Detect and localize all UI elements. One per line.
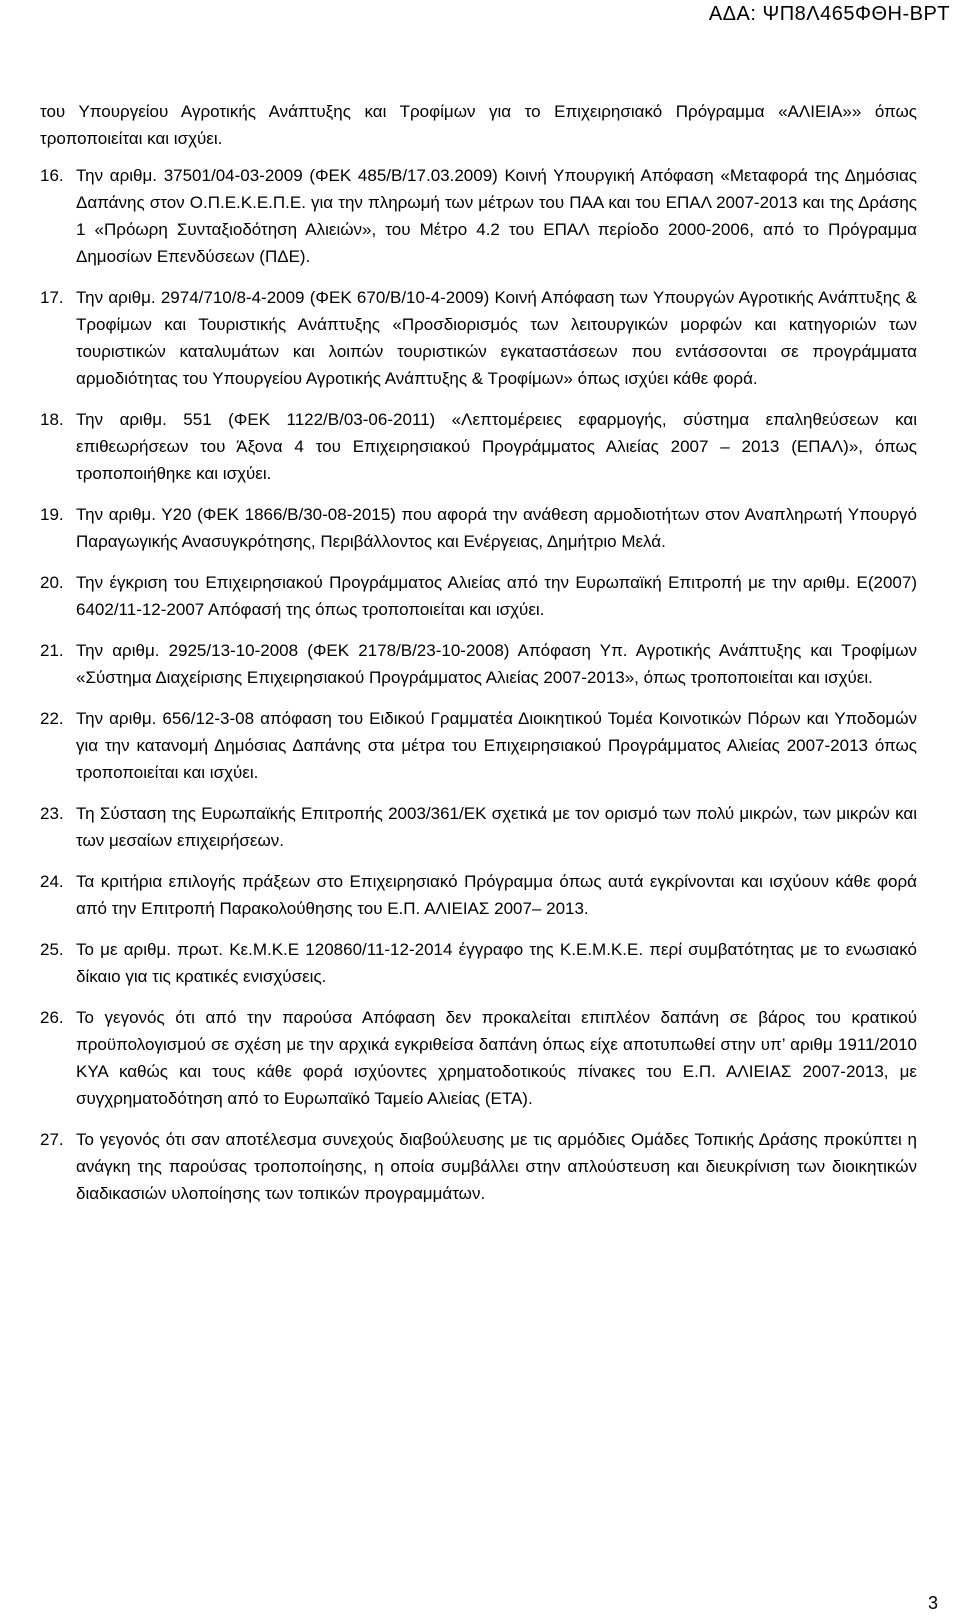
item-number: 17. [40,288,64,307]
list-item [40,936,917,990]
item-text: Το με αριθμ. πρωτ. Κε.Μ.Κ.Ε 120860/11-12-2014 έγγραφο της Κ.Ε.Μ.Κ.Ε. περί συμβατότητας με το ενωσιακό δίκαιο για τις κρατικές ενισχύσεις. [76,940,917,986]
item-number: 25. [40,940,64,959]
item-text: Τα κριτήρια επιλογής πράξεων στο Επιχειρησιακό Πρόγραμμα όπως αυτά εγκρίνονται και ισχύουν κάθε φορά από την Επιτροπή Παρακολούθησης του Ε.Π. ΑΛΙΕΙΑΣ 2007– 2013. [76,872,917,918]
item-number: 19. [40,505,64,524]
item-text: Τη Σύσταση της Ευρωπαϊκής Επιτροπής 2003/361/ΕΚ σχετικά με τον ορισμό των πολύ μικρών, των μικρών και των μεσαίων επιχειρήσεων. [76,804,917,850]
list-item [40,1126,917,1207]
list-item [40,406,917,487]
item-text: Το γεγονός ότι σαν αποτέλεσμα συνεχούς διαβούλευσης με τις αρμόδιες Ομάδες Τοπικής Δράσης προκύπτει η ανάγκη της παρούσας τροποποίησης, η οποία συμβάλλει στην απλούστευση και διευκρίνιση των διοικητικών διαδικασιών υλοποίησης των τοπικών προγραμμάτων. [76,1130,917,1203]
document-body [40,98,917,1207]
item-number: 23. [40,804,64,823]
list-item [40,705,917,786]
continuation-paragraph: του Υπουργείου Αγροτικής Ανάπτυξης και Τροφίμων για το Επιχειρησιακό Πρόγραμμα «ΑΛΙΕΙΑ»» όπως τροποποιείται και ισχύει. [40,102,917,148]
page-number: 3 [927,1593,938,1613]
list-item [40,284,917,392]
item-text: Το γεγονός ότι από την παρούσα Απόφαση δεν προκαλείται επιπλέον δαπάνη σε βάρος του κρατικού προϋπολογισμού σε σχέση με την αρχικά εγκριθείσα δαπάνη όπως είχε αποτυπωθεί στην υπ’ αριθμ 1911/2010 ΚΥΑ καθώς και τους κάθε φορά ισχύοντες χρηματοδοτικούς πίνακες του Ε.Π. ΑΛΙΕΙΑΣ 2007-2013, με συγχρηματοδότηση από το Ευρωπαϊκό Ταμείο Αλιείας (ΕΤΑ). [76,1008,917,1108]
list-item [40,868,917,922]
item-number: 21. [40,641,64,660]
item-number: 22. [40,709,64,728]
list-item [40,501,917,555]
item-text: Την αριθμ. 2925/13-10-2008 (ΦΕΚ 2178/Β/23-10-2008) Απόφαση Υπ. Αγροτικής Ανάπτυξης και Τροφίμων «Σύστημα Διαχείρισης Επιχειρησιακού Προγράμματος Αλιείας 2007-2013», όπως τροποποιείται και ισχύει. [76,641,917,687]
list-item [40,637,917,691]
item-text: Την αριθμ. 37501/04-03-2009 (ΦΕΚ 485/Β/17.03.2009) Κοινή Υπουργική Απόφαση «Μεταφορά της Δημόσιας Δαπάνης στον Ο.Π.Ε.Κ.Ε.Π.Ε. για την πληρωμή των μέτρων του ΠΑΑ και του ΕΠΑΛ 2007-2013 και της Δράσης 1 «Πρόωρη Συνταξιοδότηση Αλιειών», του Μέτρο 4.2 του ΕΠΑΛ περίοδο 2000-2006, από το Πρόγραμμα Δημοσίων Επενδύσεων (ΠΔΕ). [76,166,917,266]
item-text: Την αριθμ. Υ20 (ΦΕΚ 1866/Β/30-08-2015) που αφορά την ανάθεση αρμοδιοτήτων στον Αναπληρωτή Υπουργό Παραγωγικής Ανασυγκρότησης, Περιβάλλοντος και Ενέργειας, Δημήτριο Μελά. [76,505,917,551]
item-number: 27. [40,1130,64,1149]
item-text: Την αριθμ. 551 (ΦΕΚ 1122/Β/03-06-2011) «Λεπτομέρειες εφαρμογής, σύστημα επαληθεύσεων και επιθεωρήσεων του Άξονα 4 του Επιχειρησιακού Προγράμματος Αλιείας 2007 – 2013 (ΕΠΑΛ)», όπως τροποποιήθηκε και ισχύει. [76,410,917,483]
item-number: 20. [40,573,64,592]
item-number: 18. [40,410,64,429]
item-number: 16. [40,166,64,185]
list-item [40,569,917,623]
item-number: 24. [40,872,64,891]
list-item [40,1004,917,1112]
item-text: Την αριθμ. 2974/710/8-4-2009 (ΦΕΚ 670/Β/10-4-2009) Κοινή Απόφαση των Υπουργών Αγροτικής Ανάπτυξης & Τροφίμων και Τουριστικής Ανάπτυξης «Προσδιορισμός των λειτουργικών μορφών και κατηγοριών των τουριστικών καταλυμάτων και λοιπών τουριστικών εγκαταστάσεων που εντάσσονται σε προγράμματα αρμοδιότητας του Υπουργείου Αγροτικής Ανάπτυξης & Τροφίμων» όπως ισχύει κάθε φορά. [76,288,917,388]
item-number: 26. [40,1008,64,1027]
list-item [40,162,917,270]
list-item [40,800,917,854]
item-text: Την αριθμ. 656/12-3-08 απόφαση του Ειδικού Γραμματέα Διοικητικού Τομέα Κοινοτικών Πόρων και Υποδομών για την κατανομή Δημόσιας Δαπάνης στα μέτρα του Επιχειρησιακού Προγράμματος Αλιείας 2007-2013 όπως τροποποιείται και ισχύει. [76,709,917,782]
item-text: Την έγκριση του Επιχειρησιακού Προγράμματος Αλιείας από την Ευρωπαϊκή Επιτροπή με την αριθμ. Ε(2007) 6402/11-12-2007 Απόφασή της όπως τροποποιείται και ισχύει. [76,573,917,619]
ada-code-header: ΑΔΑ: ΨΠ8Λ465ΦΘΗ-ΒΡΤ [708,3,950,25]
